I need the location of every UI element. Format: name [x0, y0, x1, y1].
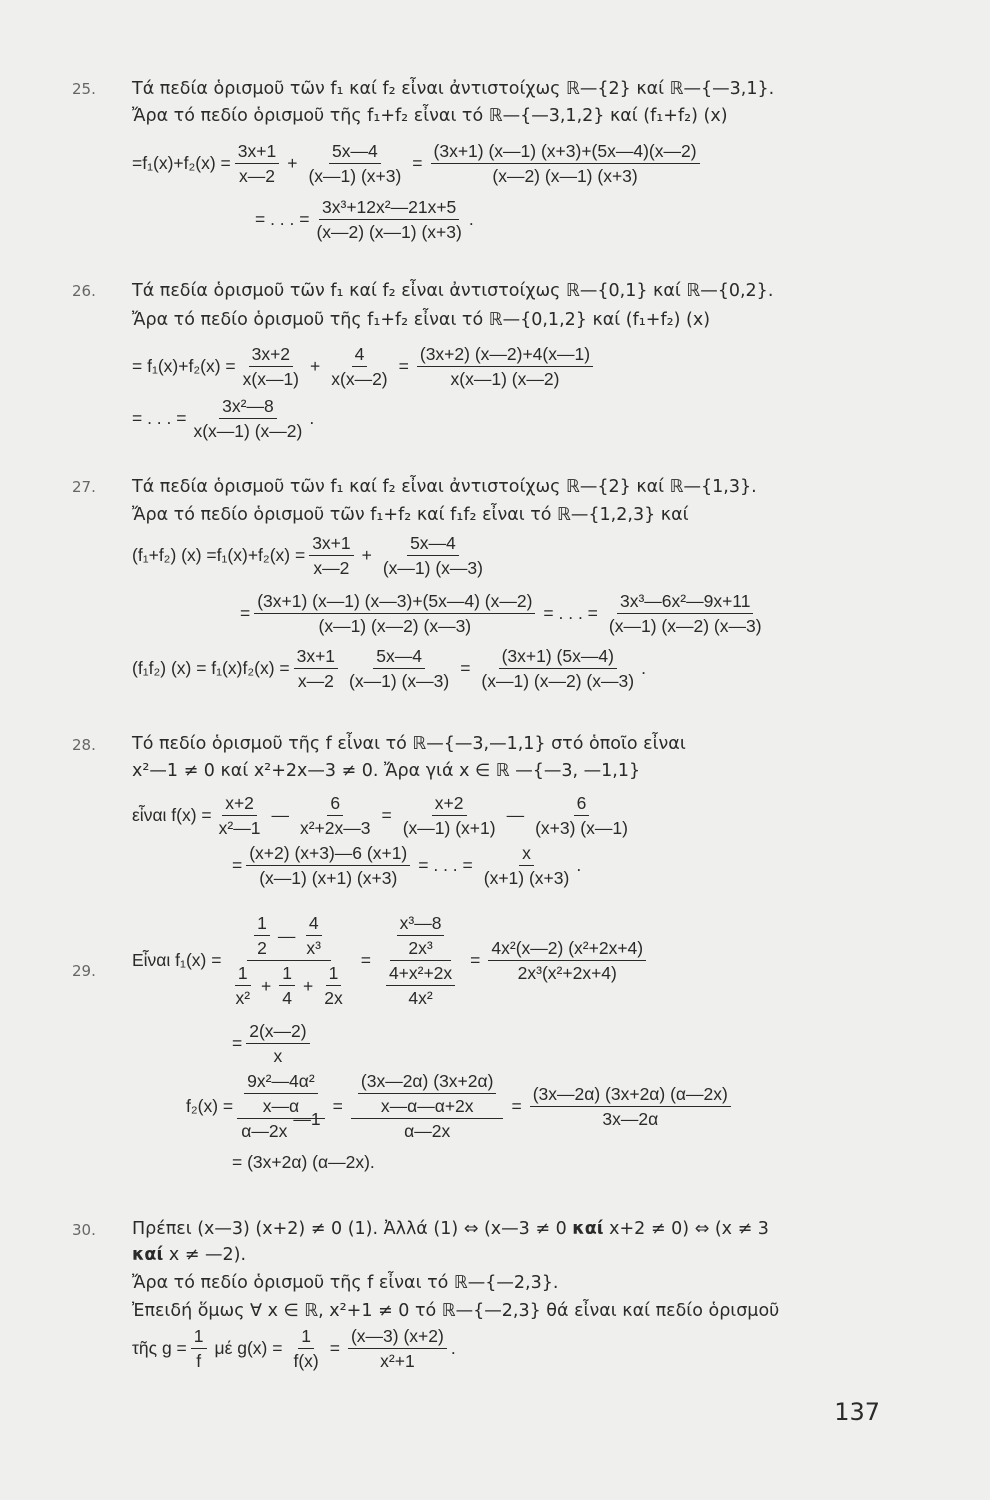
- fraction: $\frac{\text{3x²—8}}{x(x—1) (x—2)}$: [193, 396, 303, 441]
- equation: = (3x+2α) (α—2x).: [232, 1152, 375, 1172]
- equation: Εἶναι f₁(x) = $\frac{1}{2}$ — $\frac{4}{\text{x³}}$ $\frac{1}{\text{x²}}$ + $\frac{1}{4}$ + $\frac{1}{2x}$ = $\frac{\frac{\text{x³—8}}{\text{2x³}}}{\frac{\text{4+x²+2x}}{\text{4x²}}}$ = $\frac{\text{4x²(x—2) (x²+2x+4)}}{\text{2x³(x²+2x+4)}}$: [132, 912, 650, 1009]
- fraction: $\frac{(3x+2) (x—2)+4(x—1)}{x(x—1) (x—2)}$: [417, 343, 593, 390]
- exercise-number: 26.: [72, 282, 96, 300]
- fraction: $\frac{1}{f}$: [191, 1325, 207, 1372]
- equation: = $\frac{(x+2) (x+3)—6 (x+1)}{(x—1) (x+1) (x+3)}$ = . . . = $\frac{x}{(x+1) (x+3)}$ .: [232, 843, 582, 888]
- fraction: $\frac{3x+1}{x—2}$: [309, 532, 353, 579]
- text-line: Ἐπειδή ὅμως ∀ x ∈ ℝ, x²+1 ≠ 0 τό ℝ—{—2,3} θά εἶναι καί πεδίο ὁρισμοῦ: [132, 1301, 780, 1321]
- compound-fraction: $\frac{1}{2}$ — $\frac{4}{\text{x³}}$ $\frac{1}{\text{x²}}$ + $\frac{1}{4}$ + $\frac{1}{2x}$: [235, 913, 343, 1008]
- exercise-number: 29.: [72, 962, 96, 980]
- fraction: $\frac{\text{3x³—6x²—9x+11}}{(x—1) (x—2) (x—3)}$: [608, 591, 762, 636]
- fraction: $\frac{3x+1}{x—2}$: [235, 140, 279, 187]
- fraction: $\frac{3x+2}{x(x—1)}$: [242, 344, 300, 389]
- fraction: $\frac{2(x—2)}{x}$: [246, 1020, 309, 1067]
- equation: (f₁+f₂) (x) =f₁(x)+f₂(x) = $\frac{3x+1}{x—2}$ + $\frac{5x—4}{(x—1) (x—3)}$: [132, 532, 490, 579]
- fraction: $\frac{(x—3) (x+2)}{\text{x²+1}}$: [348, 1325, 447, 1372]
- fraction: $\frac{(x+2) (x+3)—6 (x+1)}{(x—1) (x+1) (x+3)}$: [246, 842, 410, 889]
- page-number: 137: [834, 1398, 880, 1426]
- fraction: $\frac{x+2}{(x—1) (x+1)}$: [402, 793, 496, 838]
- fraction: $\frac{4}{x(x—2)}$: [331, 344, 388, 389]
- equation-lhs: =f₁(x)+f₂(x) =: [132, 153, 231, 173]
- equation: (f₁f₂) (x) = f₁(x)f₂(x) = $\frac{3x+1}{x—2}$ $\frac{5x—4}{(x—1) (x—3)}$ = $\frac{(3x+1) (5x—4)}{(x—1) (x—2) (x—3)}$ .: [132, 646, 646, 691]
- equation: = . . . = $\frac{\text{3x²—8}}{x(x—1) (x—2)}$ .: [132, 396, 315, 441]
- text-line: Πρέπει (x—3) (x+2) ≠ 0 (1). Ἀλλά (1) ⇔ (x—3 ≠ 0 καί x+2 ≠ 0) ⇔ (x ≠ 3: [132, 1219, 769, 1239]
- equation: f₂(x) = $\frac{\text{9x²—4α²}}{x—\alpha}$ α—2x —1 = $\frac{\frac{(3x—2\alpha) (3x+2\alpha)}{x—\alpha—\alpha+2x}}{\alpha—2x}$ = $\frac{(3x—2\alpha) (3x+2\alpha) (\alpha—2x)}{3x—2\alpha}$: [186, 1070, 735, 1142]
- fraction: $\frac{5x—4}{(x—1) (x—3)}$: [382, 533, 483, 578]
- text-line: Τά πεδία ὁρισμοῦ τῶν f₁ καί f₂ εἶναι ἀντιστοίχως ℝ—{0,1} καί ℝ—{0,2}.: [132, 281, 774, 301]
- fraction: $\frac{5x—4}{(x—1) (x+3)}$: [308, 141, 402, 186]
- compound-fraction: $\frac{\frac{\text{x³—8}}{\text{2x³}}}{\frac{\text{4+x²+2x}}{\text{4x²}}}$: [379, 912, 462, 1009]
- fraction: $\frac{1}{f(x)}$: [293, 1326, 319, 1371]
- fraction: $\frac{(3x+1) (x—1) (x+3)+(5x—4)(x—2)}{(x—2) (x—1) (x+3)}$: [431, 140, 700, 187]
- exercise-number: 30.: [72, 1221, 96, 1239]
- equation: = f₁(x)+f₂(x) = $\frac{3x+2}{x(x—1)}$ + $\frac{4}{x(x—2)}$ = $\frac{(3x+2) (x—2)+4(x—1)}{x(x—1) (x—2)}$: [132, 343, 597, 390]
- equation: εἶναι f(x) = $\frac{x+2}{\text{x²—1}}$ — $\frac{6}{\text{x²+2x—3}}$ = $\frac{x+2}{(x—1) (x+1)}$ — $\frac{6}{(x+3) (x—1)}$: [132, 792, 635, 839]
- exercise-number: 25.: [72, 80, 96, 98]
- text-line: Ἄρα τό πεδίο ὁρισμοῦ τῶν f₁+f₂ καί f₁f₂ εἶναι τό ℝ—{1,2,3} καί: [132, 505, 689, 525]
- compound-fraction: $\frac{\text{9x²—4α²}}{x—\alpha}$ α—2x —1: [237, 1070, 325, 1142]
- text-line: καί x ≠ —2).: [132, 1245, 247, 1265]
- compound-fraction: $\frac{\frac{(3x—2\alpha) (3x+2\alpha)}{x—\alpha—\alpha+2x}}{\alpha—2x}$: [351, 1070, 504, 1142]
- exercise-number: 27.: [72, 478, 96, 496]
- text-line: Τά πεδία ὁρισμοῦ τῶν f₁ καί f₂ εἶναι ἀντιστοίχως ℝ—{2} καί ℝ—{1,3}.: [132, 477, 757, 497]
- equation: = $\frac{2(x—2)}{x}$: [232, 1020, 314, 1067]
- fraction: $\frac{(3x+1) (5x—4)}{(x—1) (x—2) (x—3)}$: [481, 646, 635, 691]
- exercise-number: 28.: [72, 736, 96, 754]
- text-line: Ἄρα τό πεδίο ὁρισμοῦ τῆς f₁+f₂ εἶναι τό ℝ—{—3,1,2} καί (f₁+f₂) (x): [132, 106, 728, 126]
- fraction: $\frac{6}{\text{x²+2x—3}}$: [299, 793, 371, 838]
- equation: =f₁(x)+f₂(x) = $\frac{3x+1}{x—2}$ + $\frac{5x—4}{(x—1) (x+3)}$ = $\frac{(3x+1) (x—1) (x+3)+(5x—4)(x—2)}{(x—2) (x—1) (x+3)}$: [132, 140, 704, 187]
- text-line: Ἄρα τό πεδίο ὁρισμοῦ τῆς f₁+f₂ εἶναι τό ℝ—{0,1,2} καί (f₁+f₂) (x): [132, 310, 711, 330]
- fraction: $\frac{x}{(x+1) (x+3)}$: [483, 843, 570, 888]
- fraction: $\frac{\text{3x³+12x²—21x+5}}{(x—2) (x—1) (x+3)}$: [316, 197, 462, 242]
- fraction: $\frac{3x+1}{x—2}$: [294, 645, 338, 692]
- equation: = . . . = $\frac{\text{3x³+12x²—21x+5}}{(x—2) (x—1) (x+3)}$ .: [255, 197, 474, 242]
- fraction: $\frac{5x—4}{(x—1) (x—3)}$: [349, 646, 450, 691]
- equation: = $\frac{(3x+1) (x—1) (x—3)+(5x—4) (x—2)}{(x—1) (x—2) (x—3)}$ = . . . = $\frac{\text{3x³—6x²—9x+11}}{(x—1) (x—2) (x—3)}$: [240, 590, 769, 637]
- text-line: Ἄρα τό πεδίο ὁρισμοῦ τῆς f εἶναι τό ℝ—{—2,3}.: [132, 1273, 559, 1293]
- text-line: x²—1 ≠ 0 καί x²+2x—3 ≠ 0. Ἄρα γιά x ∈ ℝ —{—3, —1,1}: [132, 761, 641, 781]
- fraction: $\frac{(3x+1) (x—1) (x—3)+(5x—4) (x—2)}{(x—1) (x—2) (x—3)}$: [254, 590, 535, 637]
- fraction: $\frac{(3x—2\alpha) (3x+2\alpha) (\alpha—2x)}{3x—2\alpha}$: [530, 1083, 731, 1130]
- equation: τῆς g = $\frac{1}{f}$ μέ g(x) = $\frac{1}{f(x)}$ = $\frac{(x—3) (x+2)}{\text{x²+1}}$ .: [132, 1326, 456, 1371]
- text-line: Τό πεδίο ὁρισμοῦ τῆς f εἶναι τό ℝ—{—3,—1,1} στό ὁποῖο εἶναι: [132, 734, 686, 754]
- fraction: $\frac{x+2}{\text{x²—1}}$: [218, 793, 261, 838]
- text-line: Τά πεδία ὁρισμοῦ τῶν f₁ καί f₂ εἶναι ἀντιστοίχως ℝ—{2} καί ℝ—{—3,1}.: [132, 79, 775, 99]
- fraction: $\frac{6}{(x+3) (x—1)}$: [535, 793, 628, 838]
- fraction: $\frac{\text{4x²(x—2) (x²+2x+4)}}{\text{2x³(x²+2x+4)}}$: [488, 937, 646, 984]
